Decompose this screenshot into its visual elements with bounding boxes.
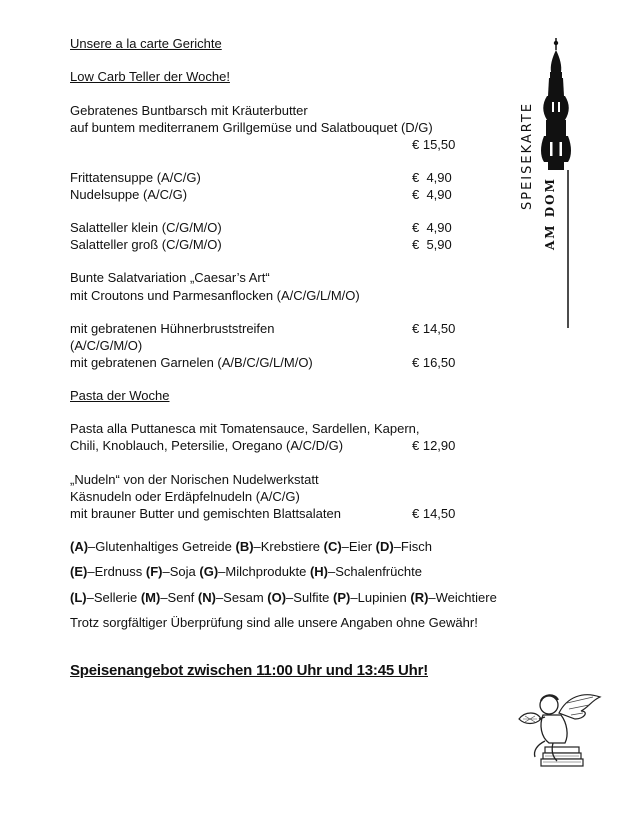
dish-salad-large-price: € 5,90 xyxy=(412,237,452,252)
allergen-code: (P) xyxy=(333,590,351,605)
dish-caesar-description: mit Croutons und Parmesanflocken (A/C/G/L/M/O) xyxy=(70,288,360,303)
allergen-text: –Milchprodukte xyxy=(218,564,310,579)
allergen-text: –Krebstiere xyxy=(253,539,324,554)
weekly-dish-header: Low Carb Teller der Woche! xyxy=(70,69,230,84)
allergen-legend-row-1 xyxy=(70,539,432,554)
allergen-text: –Sellerie xyxy=(86,590,141,605)
allergen-code: (G) xyxy=(199,564,219,579)
dish-puttanesca-name: Pasta alla Puttanesca mit Tomatensauce, Sardellen, Kapern, xyxy=(70,421,420,436)
allergen-text: –Erdnuss xyxy=(87,564,146,579)
allergen-code: (E) xyxy=(70,564,88,579)
dish-nudeln-name: „Nudeln“ von der Norischen Nudelwerkstatt xyxy=(70,472,319,487)
dish-puttanesca-price: € 12,90 xyxy=(412,438,456,453)
cathedral-tower-icon xyxy=(530,38,590,338)
dish-buntbarsch-price: € 15,50 xyxy=(412,137,456,152)
allergen-text: –Sesam xyxy=(215,590,268,605)
cherub-angel-icon xyxy=(505,685,605,775)
dish-nudelsuppe-price: € 4,90 xyxy=(412,187,452,202)
page-title: Unsere a la carte Gerichte xyxy=(70,36,222,51)
logo-speisekarte: SPEISEKARTE xyxy=(520,101,535,210)
allergen-code: (D) xyxy=(375,539,394,554)
allergen-text: –Fisch xyxy=(393,539,432,554)
option-chicken-name: mit gebratenen Hühnerbruststreifen xyxy=(70,321,275,336)
dish-puttanesca-description: Chili, Knoblauch, Petersilie, Oregano (A/C/D/G) xyxy=(70,438,344,453)
dish-frittatensuppe-price: € 4,90 xyxy=(412,170,452,185)
dish-nudeln-variants: Käsnudeln oder Erdäpfelnudeln (A/C/G) xyxy=(70,489,300,504)
allergen-code: (F) xyxy=(145,564,163,579)
option-chicken-price: € 14,50 xyxy=(412,321,456,336)
allergen-code: (H) xyxy=(309,564,328,579)
pasta-header: Pasta der Woche xyxy=(70,388,170,403)
option-shrimp-name: mit gebratenen Garnelen (A/B/C/G/L/M/O) xyxy=(70,355,313,370)
dish-buntbarsch-description: auf buntem mediterranem Grillgemüse und Salatbouquet (D/G) xyxy=(70,120,433,135)
dish-nudeln-description: mit brauner Butter und gemischten Blattsalaten xyxy=(70,506,341,521)
allergen-code: (A) xyxy=(70,539,89,554)
serving-hours: Speisenangebot zwischen 11:00 Uhr und 13:45 Uhr! xyxy=(70,662,428,679)
allergen-code: (C) xyxy=(323,539,342,554)
logo-am-dom: AM DOM xyxy=(543,177,557,250)
allergen-text: –Schalenfrüchte xyxy=(327,564,422,579)
allergen-legend-row-2 xyxy=(70,564,422,579)
allergen-legend-row-3 xyxy=(70,590,497,605)
allergen-text: –Lupinien xyxy=(350,590,411,605)
allergen-code: (N) xyxy=(197,590,216,605)
option-shrimp-price: € 16,50 xyxy=(412,355,456,370)
allergen-text: –Sulfite xyxy=(286,590,334,605)
dish-salad-small-name: Salatteller klein (C/G/M/O) xyxy=(70,220,222,235)
dish-buntbarsch-name: Gebratenes Buntbarsch mit Kräuterbutter xyxy=(70,103,308,118)
allergen-text: –Eier xyxy=(341,539,376,554)
allergen-code: (L) xyxy=(70,590,87,605)
dish-salad-large-name: Salatteller groß (C/G/M/O) xyxy=(70,237,222,252)
allergen-text: –Weichtiere xyxy=(428,590,497,605)
dish-nudeln-price: € 14,50 xyxy=(412,506,456,521)
allergen-text: –Soja xyxy=(162,564,200,579)
allergen-disclaimer: Trotz sorgfältiger Überprüfung sind alle unsere Angaben ohne Gewähr! xyxy=(70,615,478,630)
dish-frittatensuppe-name: Frittatensuppe (A/C/G) xyxy=(70,170,201,185)
allergen-code: (O) xyxy=(267,590,287,605)
dish-salad-small-price: € 4,90 xyxy=(412,220,452,235)
allergen-text: –Senf xyxy=(160,590,198,605)
allergen-code: (M) xyxy=(140,590,161,605)
dish-caesar-name: Bunte Salatvariation „Caesar’s Art“ xyxy=(70,270,270,285)
dish-nudelsuppe-name: Nudelsuppe (A/C/G) xyxy=(70,187,188,202)
allergen-code: (R) xyxy=(410,590,429,605)
allergen-text: –Glutenhaltiges Getreide xyxy=(88,539,236,554)
option-chicken-allergens: (A/C/G/M/O) xyxy=(70,338,143,353)
allergen-code: (B) xyxy=(235,539,254,554)
